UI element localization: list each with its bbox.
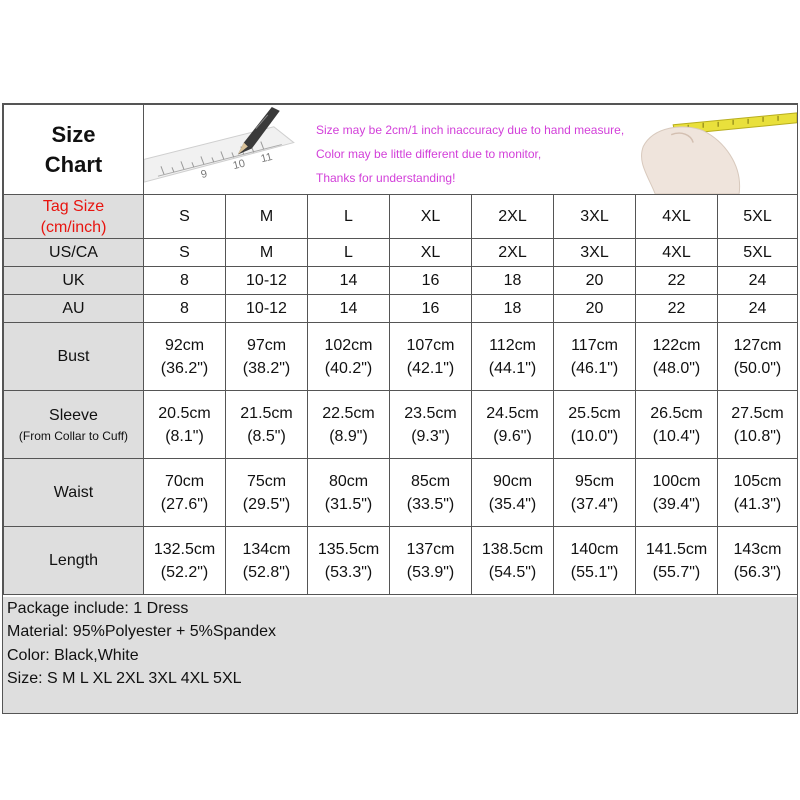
measure-cell: 97cm (38.2"): [226, 323, 308, 391]
size-chart-title: Size Chart: [4, 105, 144, 195]
measure-row-waist: [4, 459, 798, 527]
tag-size-label: Tag Size (cm/inch): [4, 195, 144, 239]
measure-cell: 140cm (55.1"): [554, 527, 636, 595]
measure-row-bust: [4, 323, 798, 391]
measure-cell: 105cm (41.3"): [718, 459, 798, 527]
size-table: [3, 104, 798, 595]
size-row-usca: [4, 239, 798, 267]
size-cell: 8: [144, 267, 226, 295]
tag-size-cell: S: [144, 195, 226, 239]
measure-cell: 25.5cm (10.0"): [554, 391, 636, 459]
tag-size-cell: 2XL: [472, 195, 554, 239]
measure-cell: 107cm (42.1"): [390, 323, 472, 391]
measure-cell: 75cm (29.5"): [226, 459, 308, 527]
size-cell: 20: [554, 295, 636, 323]
size-cell: M: [226, 239, 308, 267]
tag-size-cell: M: [226, 195, 308, 239]
size-cell: 10-12: [226, 295, 308, 323]
measure-cell: 100cm (39.4"): [636, 459, 718, 527]
row-label: US/CA: [4, 239, 144, 267]
size-chart: [2, 103, 798, 714]
tag-size-row: [4, 195, 798, 239]
size-cell: 4XL: [636, 239, 718, 267]
measure-row-length: [4, 527, 798, 595]
measure-cell: 21.5cm (8.5"): [226, 391, 308, 459]
size-cell: 14: [308, 295, 390, 323]
size-cell: S: [144, 239, 226, 267]
measure-row-sleeve: [4, 391, 798, 459]
size-cell: 10-12: [226, 267, 308, 295]
measure-cell: 20.5cm (8.1"): [144, 391, 226, 459]
measure-cell: 137cm (53.9"): [390, 527, 472, 595]
size-cell: 20: [554, 267, 636, 295]
row-label: Length: [4, 527, 144, 595]
note-line-3: Thanks for understanding!: [316, 171, 456, 185]
row-label: Sleeve (From Collar to Cuff): [4, 391, 144, 459]
size-cell: 14: [308, 267, 390, 295]
row-label: UK: [4, 267, 144, 295]
note-line-1: Size may be 2cm/1 inch inaccuracy due to hand measure,: [316, 123, 625, 137]
tape-measure-icon: [642, 113, 797, 194]
tag-size-cell: 5XL: [718, 195, 798, 239]
size-cell: 18: [472, 267, 554, 295]
measure-cell: 22.5cm (8.9"): [308, 391, 390, 459]
measure-cell: 102cm (40.2"): [308, 323, 390, 391]
measure-cell: 127cm (50.0"): [718, 323, 798, 391]
size-cell: 24: [718, 295, 798, 323]
material-info: Material: 95%Polyester + 5%Spandex: [7, 623, 277, 641]
measure-cell: 70cm (27.6"): [144, 459, 226, 527]
measure-cell: 95cm (37.4"): [554, 459, 636, 527]
tag-size-cell: L: [308, 195, 390, 239]
measure-cell: 138.5cm (54.5"): [472, 527, 554, 595]
measure-cell: 135.5cm (53.3"): [308, 527, 390, 595]
size-cell: 8: [144, 295, 226, 323]
tag-size-cell: XL: [390, 195, 472, 239]
package-info: Package include: 1 Dress: [7, 600, 189, 617]
measure-cell: 122cm (48.0"): [636, 323, 718, 391]
measure-cell: 134cm (52.8"): [226, 527, 308, 595]
header-banner: [144, 105, 798, 195]
measure-cell: 112cm (44.1"): [472, 323, 554, 391]
measure-cell: 117cm (46.1"): [554, 323, 636, 391]
row-label: Waist: [4, 459, 144, 527]
size-cell: 16: [390, 295, 472, 323]
measure-cell: 80cm (31.5"): [308, 459, 390, 527]
measure-cell: 23.5cm (9.3"): [390, 391, 472, 459]
ruler-icon: [144, 127, 294, 182]
size-cell: 5XL: [718, 239, 798, 267]
measure-cell: 26.5cm (10.4"): [636, 391, 718, 459]
size-row-au: [4, 295, 798, 323]
note-line-2: Color may be little different due to monitor,: [316, 147, 542, 161]
size-list-info: Size: S M L XL 2XL 3XL 4XL 5XL: [7, 669, 242, 687]
measure-cell: 85cm (33.5"): [390, 459, 472, 527]
size-cell: 3XL: [554, 239, 636, 267]
measure-cell: 92cm (36.2"): [144, 323, 226, 391]
size-cell: 22: [636, 295, 718, 323]
size-cell: 22: [636, 267, 718, 295]
measure-cell: 132.5cm (52.2"): [144, 527, 226, 595]
row-label: AU: [4, 295, 144, 323]
product-info-panel: [3, 597, 797, 713]
row-sublabel: (From Collar to Cuff): [18, 429, 129, 443]
size-cell: L: [308, 239, 390, 267]
measure-cell: 143cm (56.3"): [718, 527, 798, 595]
svg-text:9: 9: [199, 168, 209, 182]
size-row-uk: [4, 267, 798, 295]
size-cell: XL: [390, 239, 472, 267]
size-cell: 24: [718, 267, 798, 295]
measure-cell: 27.5cm (10.8"): [718, 391, 798, 459]
measure-cell: 24.5cm (9.6"): [472, 391, 554, 459]
tag-size-cell: 3XL: [554, 195, 636, 239]
row-label: Bust: [4, 323, 144, 391]
svg-text:11: 11: [259, 150, 274, 166]
measure-cell: 90cm (35.4"): [472, 459, 554, 527]
tag-size-cell: 4XL: [636, 195, 718, 239]
color-info: Color: Black,White: [7, 646, 139, 664]
size-cell: 16: [390, 267, 472, 295]
size-cell: 18: [472, 295, 554, 323]
svg-text:10: 10: [231, 157, 247, 173]
measure-cell: 141.5cm (55.7"): [636, 527, 718, 595]
size-cell: 2XL: [472, 239, 554, 267]
